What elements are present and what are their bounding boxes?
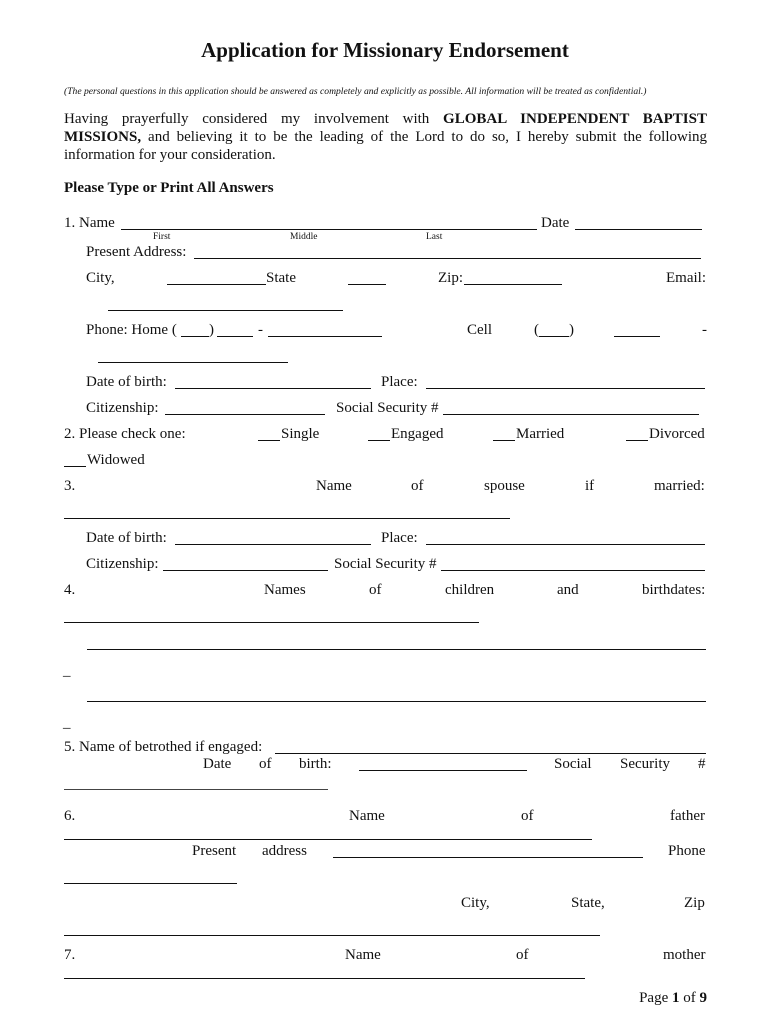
q6-word-phone: Phone [668, 843, 706, 859]
q4-word-and: and [557, 582, 579, 598]
place-field[interactable] [426, 388, 705, 389]
cell-label: Cell [467, 322, 492, 338]
date-field[interactable] [575, 229, 702, 230]
widowed-checkbox[interactable] [64, 466, 86, 467]
option-engaged: Engaged [391, 426, 444, 442]
email-field[interactable] [108, 310, 343, 311]
spouse-citizenship-field[interactable] [163, 570, 328, 571]
cell-open-paren: ( [534, 322, 539, 338]
first-sublabel: First [153, 232, 171, 242]
q4-word-names: Names [264, 582, 306, 598]
q6-word-zip: Zip [684, 895, 705, 911]
father-address-field[interactable] [333, 857, 643, 858]
q6-word-address: address [262, 843, 307, 859]
q6-word-father: father [670, 808, 705, 824]
spouse-ssn-field[interactable] [441, 570, 705, 571]
name-field[interactable] [121, 229, 537, 230]
ssn-label: Social Security # [336, 400, 439, 416]
divorced-checkbox[interactable] [626, 440, 648, 441]
of-word: of [683, 990, 696, 1006]
total-pages: 9 [699, 990, 707, 1006]
q5-word-date: Date [203, 756, 232, 772]
citizenship-label: Citizenship: [86, 400, 159, 416]
phone-home-close-paren: ) [209, 322, 214, 338]
present-address-label: Present Address: [86, 244, 187, 260]
q4-word-of: of [369, 582, 382, 598]
father-name-field[interactable] [64, 839, 592, 840]
spouse-name-field[interactable] [64, 518, 510, 519]
betrothed-ssn-field[interactable] [64, 789, 328, 790]
city-field[interactable] [167, 284, 266, 285]
q3-number: 3. [64, 478, 76, 494]
q5-word-of: of [259, 756, 272, 772]
email-label: Email: [666, 270, 706, 286]
father-city-state-zip-field[interactable] [64, 935, 600, 936]
single-checkbox[interactable] [258, 440, 280, 441]
children-field-1[interactable] [64, 622, 479, 623]
q7-number: 7. [64, 947, 76, 963]
zip-label: Zip: [438, 270, 463, 286]
q3-word-of: of [411, 478, 424, 494]
q5-word-security: Security [620, 756, 670, 772]
option-widowed: Widowed [87, 452, 145, 468]
q6-word-present: Present [192, 843, 237, 859]
cell-area-code-field[interactable] [539, 336, 569, 337]
spouse-place-label: Place: [381, 530, 418, 546]
q5-word-hash: # [698, 756, 706, 772]
dob-field[interactable] [175, 388, 371, 389]
q1-date-label: Date [541, 215, 570, 231]
current-page: 1 [672, 990, 680, 1006]
betrothed-dob-field[interactable] [359, 770, 527, 771]
document-title: Application for Missionary Endorsement [201, 38, 569, 62]
q3-word-married: married: [654, 478, 705, 494]
mother-name-field[interactable] [64, 978, 585, 979]
children-field-3[interactable] [87, 701, 706, 702]
q3-word-name: Name [316, 478, 352, 494]
phone-home-dash: - [258, 322, 263, 338]
ssn-field[interactable] [443, 414, 699, 415]
intro-after: and believing it to be the leading of the Lord to do so, I hereby submit the following information for your consideration. [64, 129, 707, 163]
state-label: State [266, 270, 296, 286]
q3-word-if: if [585, 478, 595, 494]
present-address-field[interactable] [194, 258, 701, 259]
children-dash-2: _ [63, 715, 71, 731]
option-married: Married [516, 426, 565, 442]
option-divorced: Divorced [649, 426, 705, 442]
cell-number-field[interactable] [98, 362, 288, 363]
confidentiality-note-text: The personal questions in this application should be answered as completely and explicitly as possible. All information will be treated as confidential. [67, 86, 644, 97]
q4-word-birthdates: birthdates: [642, 582, 706, 598]
q5-word-social: Social [554, 756, 592, 772]
q6-word-name: Name [349, 808, 385, 824]
q6-word-state: State, [571, 895, 605, 911]
intro-paragraph [64, 110, 707, 164]
spouse-ssn-label: Social Security # [334, 556, 437, 572]
zip-field[interactable] [464, 284, 562, 285]
cell-prefix-field[interactable] [614, 336, 660, 337]
intro-org-name: GLOBAL INDEPENDENT BAPTIST MISSIONS, [64, 111, 707, 145]
q1-name-label: 1. Name [64, 215, 115, 231]
instructions-heading: Please Type or Print All Answers [64, 180, 274, 196]
place-label: Place: [381, 374, 418, 390]
married-checkbox[interactable] [493, 440, 515, 441]
intro-before: Having prayerfully considered my involvement with [64, 111, 444, 127]
q6-number: 6. [64, 808, 76, 824]
q7-word-name: Name [345, 947, 381, 963]
spouse-dob-field[interactable] [175, 544, 371, 545]
middle-sublabel: Middle [290, 232, 318, 242]
spouse-place-field[interactable] [426, 544, 705, 545]
last-sublabel: Last [426, 232, 443, 242]
dob-label: Date of birth: [86, 374, 167, 390]
page-word: Page [639, 990, 669, 1006]
father-phone-field[interactable] [64, 883, 237, 884]
phone-home-label: Phone: Home ( [86, 322, 177, 338]
spouse-dob-label: Date of birth: [86, 530, 167, 546]
q7-word-mother: mother [663, 947, 706, 963]
q2-label: 2. Please check one: [64, 426, 186, 442]
q4-word-children: children [445, 582, 495, 598]
cell-dash: - [702, 322, 707, 338]
q4-number: 4. [64, 582, 76, 598]
engaged-checkbox[interactable] [368, 440, 390, 441]
children-field-2[interactable] [87, 649, 706, 650]
spouse-citizenship-label: Citizenship: [86, 556, 159, 572]
option-single: Single [281, 426, 320, 442]
q7-word-of: of [516, 947, 529, 963]
home-number-field[interactable] [268, 336, 382, 337]
confidentiality-note: (The personal questions in this application should be answered as completely and explicitly as possible. All information will be treated as confidential.) [64, 86, 647, 97]
children-dash-1: _ [63, 663, 71, 679]
state-field[interactable] [348, 284, 386, 285]
city-label: City, [86, 270, 115, 286]
betrothed-name-field[interactable] [275, 753, 706, 754]
home-area-code-field[interactable] [181, 336, 209, 337]
q6-word-city: City, [461, 895, 490, 911]
q5-label: 5. Name of betrothed if engaged: [64, 739, 263, 755]
page-number [639, 991, 707, 1006]
home-prefix-field[interactable] [217, 336, 253, 337]
q3-word-spouse: spouse [484, 478, 525, 494]
cell-close-paren: ) [569, 322, 574, 338]
q6-word-of: of [521, 808, 534, 824]
citizenship-field[interactable] [165, 414, 325, 415]
q5-word-birth: birth: [299, 756, 332, 772]
